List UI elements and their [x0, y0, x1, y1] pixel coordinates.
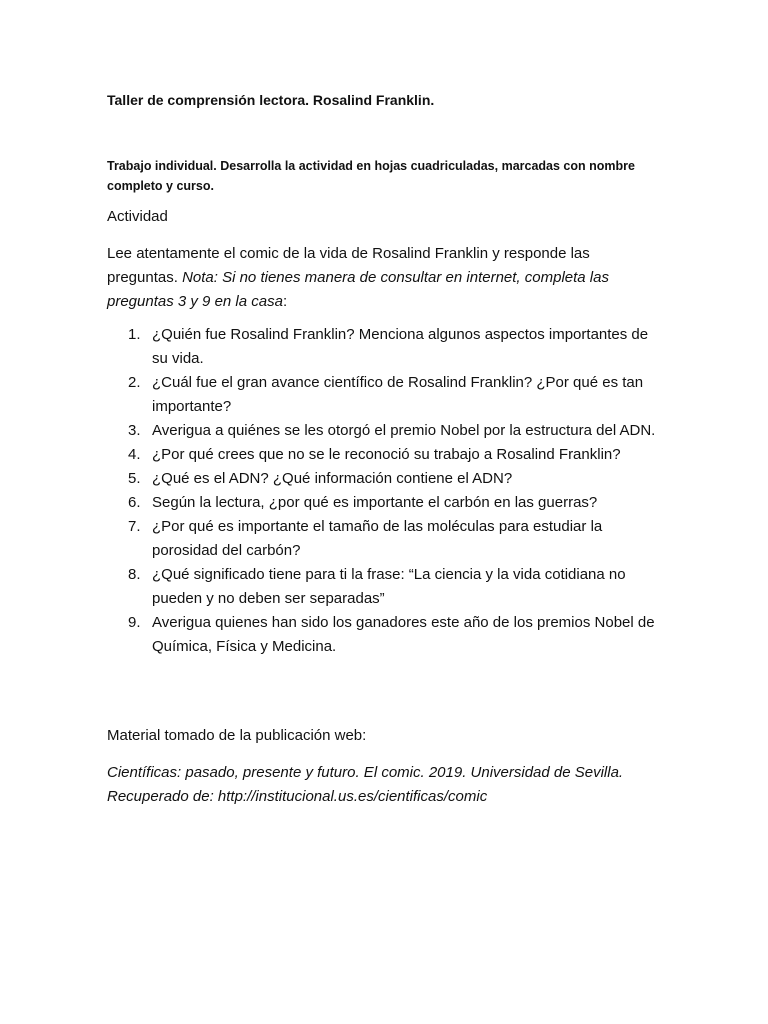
question-text: Según la lectura, ¿por qué es importante el carbón en las guerras? [152, 494, 598, 511]
question-text: ¿Por qué es importante el tamaño de las moléculas para estudiar la porosidad del carbón? [152, 518, 603, 559]
reference-url-line: Recuperado de: http://institucional.us.es/cientificas/comic [107, 788, 488, 805]
intro-note: Nota: Si no tienes manera de consultar en internet, completa las preguntas 3 y 9 en la casa [107, 269, 609, 310]
question-number: 1. [128, 326, 141, 343]
question-number: 5. [128, 470, 141, 487]
list-item [107, 443, 667, 467]
list-item [107, 323, 667, 371]
reference-line: Científicas: pasado, presente y futuro. El comic. 2019. Universidad de Sevilla. [107, 764, 624, 781]
list-item [107, 491, 667, 515]
document-title: Taller de comprensión lectora. Rosalind Franklin. [107, 92, 435, 108]
question-text: Averigua a quiénes se les otorgó el premio Nobel por la estructura del ADN. [152, 422, 656, 439]
activity-heading: Actividad [107, 208, 168, 225]
question-number: 3. [128, 422, 141, 439]
questions-list [107, 323, 667, 659]
instructions-text: Trabajo individual. Desarrolla la actividad en hojas cuadriculadas, marcadas con nombre completo y curso. [107, 159, 635, 193]
question-text: ¿Qué significado tiene para ti la frase: “La ciencia y la vida cotidiana no pueden y no deben ser separadas” [152, 566, 626, 607]
source-heading: Material tomado de la publicación web: [107, 727, 367, 744]
question-text: Averigua quienes han sido los ganadores este año de los premios Nobel de Química, Física y Medicina. [152, 614, 655, 655]
question-number: 4. [128, 446, 141, 463]
question-number: 2. [128, 374, 141, 391]
list-item [107, 563, 667, 611]
list-item [107, 467, 667, 491]
reference-citation [107, 761, 677, 809]
list-item [107, 419, 667, 443]
question-text: ¿Qué es el ADN? ¿Qué información contiene el ADN? [152, 470, 513, 487]
question-number: 8. [128, 566, 141, 583]
question-number: 9. [128, 614, 141, 631]
question-number: 6. [128, 494, 141, 511]
intro-suffix: : [282, 293, 288, 310]
question-text: ¿Quién fue Rosalind Franklin? Menciona algunos aspectos importantes de su vida. [152, 326, 649, 367]
question-text: ¿Cuál fue el gran avance científico de Rosalind Franklin? ¿Por qué es tan importante? [152, 374, 644, 415]
question-text: ¿Por qué crees que no se le reconoció su trabajo a Rosalind Franklin? [152, 446, 621, 463]
question-number: 7. [128, 518, 141, 535]
intro-text: Lee atentamente el comic de la vida de Rosalind Franklin y responde las preguntas. [107, 245, 590, 286]
list-item [107, 515, 667, 563]
list-item [107, 611, 667, 659]
list-item [107, 371, 667, 419]
intro-paragraph [107, 242, 662, 314]
